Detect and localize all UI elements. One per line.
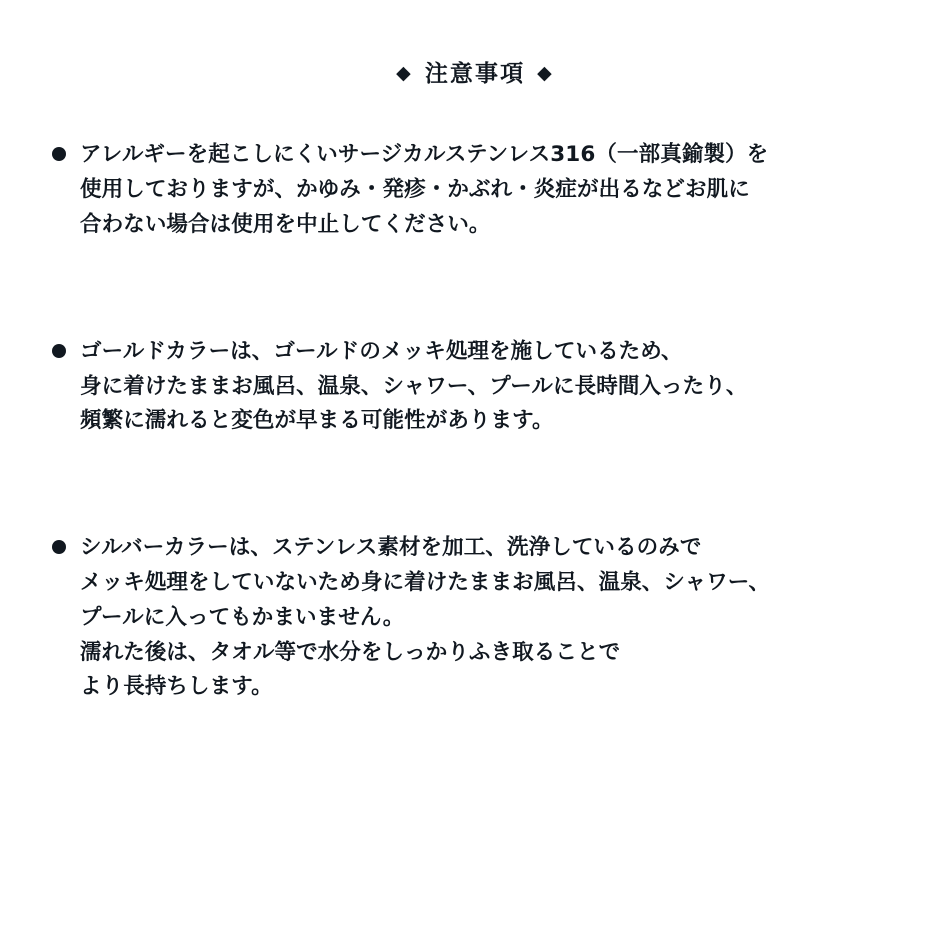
bullet-icon	[52, 540, 66, 554]
diamond-left-icon: ◆	[396, 62, 413, 84]
list-item-line: シルバーカラーは、ステンレス素材を加工、洗浄しているのみで	[80, 535, 702, 561]
list-item-line: メッキ処理をしていないため身に着けたままお風呂、温泉、シャワー、	[80, 569, 771, 595]
bullet-icon	[52, 344, 66, 358]
list-item	[52, 531, 898, 705]
diamond-right-icon: ◆	[537, 62, 554, 84]
list-item-line: ゴールドカラーは、ゴールドのメッキ処理を施しているため、	[80, 338, 683, 364]
list-item-line: より長持ちします。	[80, 674, 273, 700]
page-title	[52, 58, 898, 90]
list-item-line: プールに入ってもかまいません。	[80, 604, 405, 630]
list-item	[52, 335, 898, 439]
list-item-body	[80, 138, 898, 242]
list-item-line: 身に着けたままお風呂、温泉、シャワー、プールに長時間入ったり、	[80, 373, 748, 399]
list-item-body	[80, 335, 898, 439]
notice-list	[52, 138, 898, 705]
list-item-line: アレルギーを起こしにくいサージカルステンレス316（一部真鍮製）を	[80, 142, 769, 168]
list-item-line: 使用しておりますが、かゆみ・発疹・かぶれ・炎症が出るなどお肌に	[80, 177, 750, 203]
list-item-line: 濡れた後は、タオル等で水分をしっかりふき取ることで	[80, 639, 621, 665]
page-title-text: 注意事項	[424, 61, 526, 87]
list-item-line: 頻繁に濡れると変色が早まる可能性があります。	[80, 408, 554, 434]
list-item	[52, 138, 898, 242]
list-item-line: 合わない場合は使用を中止してください。	[80, 211, 491, 237]
bullet-icon	[52, 147, 66, 161]
list-item-body	[80, 531, 898, 705]
